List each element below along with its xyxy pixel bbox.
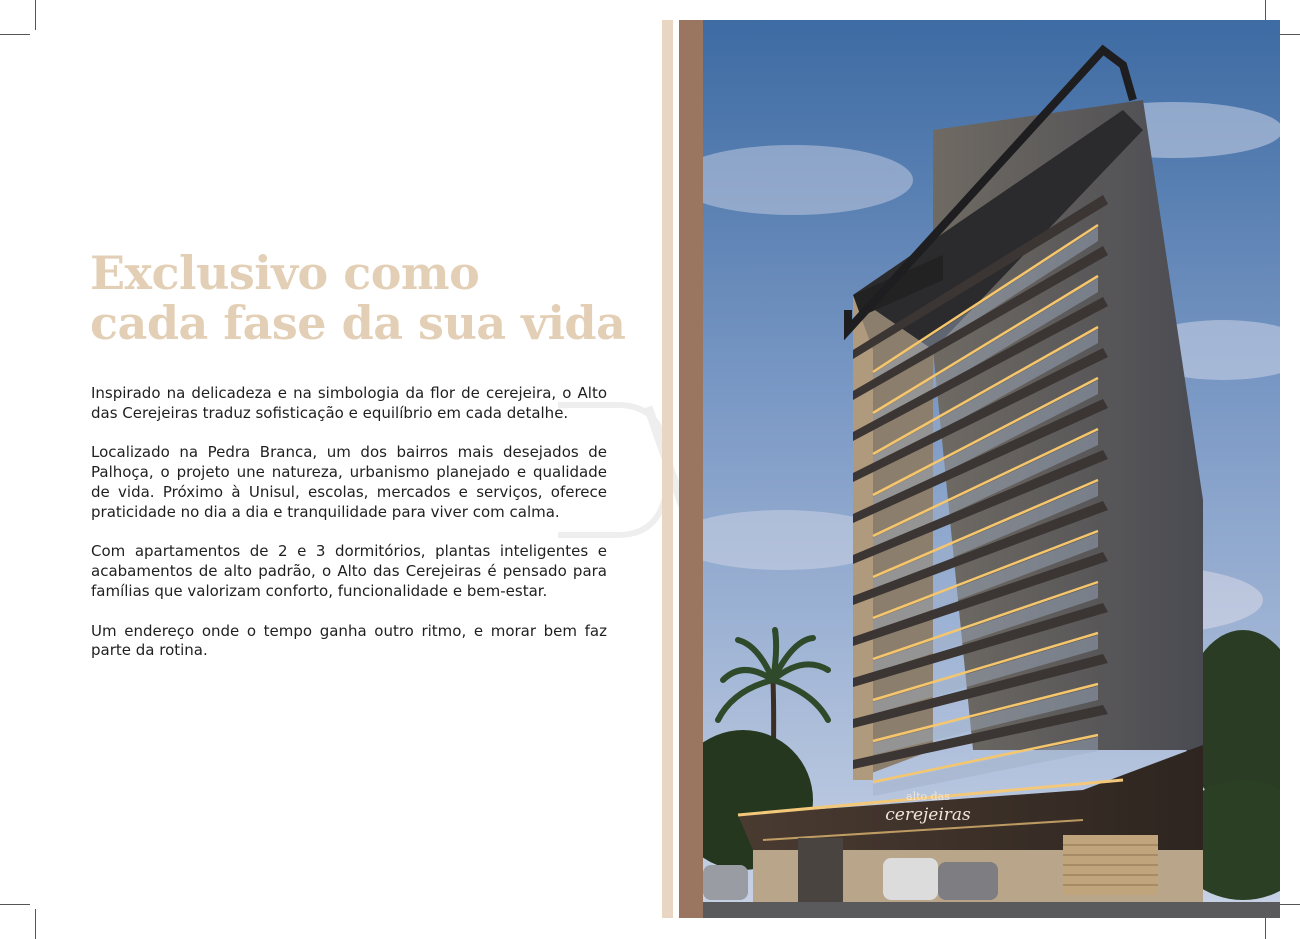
car: [703, 865, 748, 900]
paragraph-inspiration: Inspirado na delicadeza e na simbologia da flor de cerejeira, o Alto das Cerejeiras traduz sofisticação e equilíbrio em cada detalhe.: [91, 384, 607, 422]
crop-mark: [0, 34, 30, 35]
street: [703, 902, 1280, 918]
page-headline: [90, 248, 625, 348]
crop-mark: [35, 0, 36, 30]
headline-line-1: Exclusivo como: [90, 246, 480, 300]
crop-mark: [35, 909, 36, 939]
car: [883, 858, 938, 900]
decorative-stripe-dark: [679, 20, 703, 918]
facade-sign-line-2: cerejeiras: [885, 805, 971, 825]
building-illustration: [703, 20, 1280, 918]
headline-line-2: cada fase da sua vida: [90, 296, 626, 350]
facade-sign-line-1: alto das: [906, 790, 950, 803]
paragraph-closing: Um endereço onde o tempo ganha outro ritmo, e morar bem faz parte da rotina.: [91, 621, 607, 660]
decorative-stripe-light: [662, 20, 673, 918]
car: [938, 862, 998, 900]
entrance-totem: [798, 838, 843, 903]
intro-text: [91, 384, 607, 681]
crop-mark: [0, 904, 30, 905]
paragraph-location: Localizado na Pedra Branca, um dos bairros mais desejados de Palhoça, o projeto une natureza, urbanismo planejado e qualidade de vida. Próximo à Unisul, escolas, mercados e serviços, oferece praticidade no dia a dia e tranquilidade para viver com calma.: [91, 443, 607, 521]
paragraph-apartments: Com apartamentos de 2 e 3 dormitórios, plantas inteligentes e acabamentos de alto padrão, o Alto das Cerejeiras é pensado para famílias que valorizam conforto, funcionalidade e bem-estar.: [91, 542, 607, 600]
building-rendering: [703, 20, 1280, 918]
